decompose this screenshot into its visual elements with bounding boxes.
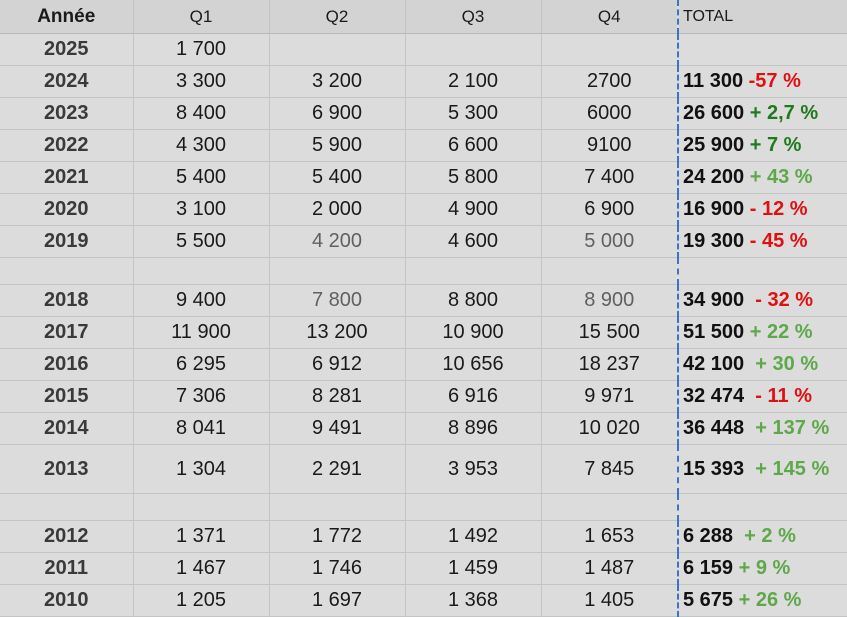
change-percent: + 22 % — [744, 321, 813, 343]
cell-q3[interactable]: 10 900 — [405, 317, 541, 349]
cell-year[interactable]: 2014 — [0, 413, 133, 445]
cell-year[interactable]: 2020 — [0, 194, 133, 226]
table-row — [0, 413, 847, 445]
table-row — [0, 194, 847, 226]
cell-q4[interactable]: 7 845 — [541, 445, 678, 494]
total-value: 32 474 — [683, 385, 745, 407]
cell-q2[interactable]: 1 746 — [269, 553, 405, 585]
change-percent: + 2 % — [733, 525, 796, 547]
total-value: 34 900 — [683, 289, 745, 311]
change-percent: + 137 % — [744, 417, 830, 439]
cell-total[interactable] — [678, 381, 847, 413]
cell-q1[interactable]: 11 900 — [133, 317, 269, 349]
cell-q2[interactable]: 1 772 — [269, 521, 405, 553]
total-value: 5 675 — [683, 589, 734, 611]
cell-year[interactable]: 2019 — [0, 226, 133, 258]
cell-q4[interactable]: 5 000 — [541, 226, 678, 258]
empty-cell[interactable] — [678, 494, 847, 521]
table-row — [0, 445, 847, 494]
change-percent: -57 % — [743, 70, 801, 92]
cell-year[interactable]: 2021 — [0, 162, 133, 194]
cell-q1[interactable]: 4 300 — [133, 130, 269, 162]
cell-year[interactable]: 2010 — [0, 585, 133, 617]
table-row — [0, 98, 847, 130]
header-q4[interactable]: Q4 — [541, 0, 678, 34]
cell-q4[interactable]: 15 500 — [541, 317, 678, 349]
cell-total[interactable] — [678, 521, 847, 553]
empty-cell[interactable] — [405, 494, 541, 521]
table-body — [0, 34, 847, 617]
empty-cell[interactable] — [133, 258, 269, 285]
table-row — [0, 317, 847, 349]
cell-q4[interactable]: 1 405 — [541, 585, 678, 617]
cell-year[interactable]: 2013 — [0, 445, 133, 494]
cell-q3[interactable]: 2 100 — [405, 66, 541, 98]
cell-total[interactable] — [678, 194, 847, 226]
cell-q3[interactable]: 4 600 — [405, 226, 541, 258]
header-q1[interactable]: Q1 — [133, 0, 269, 34]
cell-total[interactable] — [678, 413, 847, 445]
cell-total[interactable] — [678, 445, 847, 494]
cell-q3[interactable]: 1 368 — [405, 585, 541, 617]
cell-total[interactable] — [678, 34, 847, 66]
total-value: 24 200 — [683, 166, 745, 188]
total-value: 6 159 — [683, 557, 734, 579]
empty-cell[interactable] — [0, 494, 133, 521]
cell-q2[interactable]: 4 200 — [269, 226, 405, 258]
table-row — [0, 585, 847, 617]
total-value: 19 300 — [683, 230, 745, 252]
change-percent: + 43 % — [744, 166, 813, 188]
table-row — [0, 381, 847, 413]
empty-cell[interactable] — [269, 494, 405, 521]
change-percent: - 11 % — [744, 385, 812, 407]
change-percent: + 2,7 % — [744, 102, 819, 124]
empty-cell[interactable] — [541, 258, 678, 285]
total-value: 42 100 — [683, 353, 745, 375]
change-percent: - 32 % — [744, 289, 814, 311]
cell-q4[interactable]: 10 020 — [541, 413, 678, 445]
table-row — [0, 130, 847, 162]
cell-q2[interactable]: 2 000 — [269, 194, 405, 226]
total-value: 51 500 — [683, 321, 745, 343]
empty-cell[interactable] — [133, 494, 269, 521]
cell-q1[interactable]: 8 400 — [133, 98, 269, 130]
cell-q1[interactable]: 3 100 — [133, 194, 269, 226]
empty-cell[interactable] — [405, 258, 541, 285]
header-q2[interactable]: Q2 — [269, 0, 405, 34]
cell-total[interactable] — [678, 162, 847, 194]
cell-year[interactable]: 2022 — [0, 130, 133, 162]
cell-q4[interactable]: 9100 — [541, 130, 678, 162]
cell-total[interactable] — [678, 349, 847, 381]
cell-q3[interactable]: 5 800 — [405, 162, 541, 194]
change-percent: + 30 % — [744, 353, 819, 375]
blank-row — [0, 258, 847, 285]
table-row — [0, 521, 847, 553]
cell-q2[interactable]: 2 291 — [269, 445, 405, 494]
cell-q1[interactable]: 3 300 — [133, 66, 269, 98]
total-value: 15 393 — [683, 457, 745, 480]
cell-q3[interactable]: 1 459 — [405, 553, 541, 585]
cell-year[interactable]: 2025 — [0, 34, 133, 66]
cell-q1[interactable]: 7 306 — [133, 381, 269, 413]
cell-q2[interactable]: 7 800 — [269, 285, 405, 317]
cell-q2[interactable]: 6 900 — [269, 98, 405, 130]
table-row — [0, 349, 847, 381]
cell-total[interactable] — [678, 585, 847, 617]
header-q3[interactable]: Q3 — [405, 0, 541, 34]
cell-q1[interactable]: 1 700 — [133, 34, 269, 66]
cell-q2[interactable]: 1 697 — [269, 585, 405, 617]
cell-q4[interactable]: 1 487 — [541, 553, 678, 585]
cell-q4[interactable]: 6000 — [541, 98, 678, 130]
table-row — [0, 162, 847, 194]
table-row — [0, 553, 847, 585]
cell-q1[interactable]: 1 467 — [133, 553, 269, 585]
cell-q1[interactable]: 8 041 — [133, 413, 269, 445]
cell-total[interactable] — [678, 317, 847, 349]
cell-year[interactable]: 2012 — [0, 521, 133, 553]
table-row — [0, 66, 847, 98]
table-row — [0, 226, 847, 258]
cell-q3[interactable]: 6 600 — [405, 130, 541, 162]
cell-q2[interactable]: 5 900 — [269, 130, 405, 162]
cell-q2[interactable]: 6 912 — [269, 349, 405, 381]
cell-q2[interactable] — [269, 34, 405, 66]
cell-q1[interactable]: 1 304 — [133, 445, 269, 494]
cell-q3[interactable]: 6 916 — [405, 381, 541, 413]
cell-q1[interactable]: 6 295 — [133, 349, 269, 381]
cell-q2[interactable]: 3 200 — [269, 66, 405, 98]
change-percent: + 9 % — [733, 557, 791, 579]
cell-total[interactable] — [678, 285, 847, 317]
cell-q1[interactable]: 5 400 — [133, 162, 269, 194]
cell-total[interactable] — [678, 130, 847, 162]
cell-q4[interactable]: 8 900 — [541, 285, 678, 317]
change-percent: - 12 % — [744, 198, 808, 220]
cell-year[interactable]: 2018 — [0, 285, 133, 317]
cell-q3[interactable]: 8 896 — [405, 413, 541, 445]
cell-q1[interactable]: 5 500 — [133, 226, 269, 258]
total-value: 11 300 — [683, 70, 744, 92]
cell-year[interactable]: 2015 — [0, 381, 133, 413]
total-value: 25 900 — [683, 134, 745, 156]
total-value: 26 600 — [683, 102, 745, 124]
change-percent: - 45 % — [744, 230, 808, 252]
header-year[interactable]: Année — [0, 0, 133, 34]
cell-q3[interactable]: 10 656 — [405, 349, 541, 381]
cell-year[interactable]: 2011 — [0, 553, 133, 585]
cell-q3[interactable]: 4 900 — [405, 194, 541, 226]
cell-total[interactable] — [678, 66, 847, 98]
empty-cell[interactable] — [269, 258, 405, 285]
cell-q2[interactable]: 13 200 — [269, 317, 405, 349]
header-row — [0, 0, 847, 34]
header-total[interactable]: TOTAL — [678, 0, 847, 34]
cell-q1[interactable]: 1 205 — [133, 585, 269, 617]
cell-q1[interactable]: 1 371 — [133, 521, 269, 553]
cell-total[interactable] — [678, 553, 847, 585]
cell-total[interactable] — [678, 98, 847, 130]
cell-q4[interactable]: 18 237 — [541, 349, 678, 381]
blank-row — [0, 494, 847, 521]
cell-q2[interactable]: 9 491 — [269, 413, 405, 445]
cell-q1[interactable]: 9 400 — [133, 285, 269, 317]
cell-q4[interactable]: 1 653 — [541, 521, 678, 553]
cell-q3[interactable]: 1 492 — [405, 521, 541, 553]
cell-q4[interactable]: 2700 — [541, 66, 678, 98]
cell-q4[interactable]: 7 400 — [541, 162, 678, 194]
empty-cell[interactable] — [678, 258, 847, 285]
cell-year[interactable]: 2016 — [0, 349, 133, 381]
total-value: 16 900 — [683, 198, 745, 220]
total-value: 36 448 — [683, 417, 745, 439]
cell-year[interactable]: 2023 — [0, 98, 133, 130]
cell-q4[interactable] — [541, 34, 678, 66]
cell-q4[interactable]: 9 971 — [541, 381, 678, 413]
change-percent: + 145 % — [744, 457, 830, 480]
cell-q4[interactable]: 6 900 — [541, 194, 678, 226]
cell-q3[interactable] — [405, 34, 541, 66]
cell-q3[interactable]: 5 300 — [405, 98, 541, 130]
cell-q3[interactable]: 3 953 — [405, 445, 541, 494]
cell-total[interactable] — [678, 226, 847, 258]
empty-cell[interactable] — [541, 494, 678, 521]
empty-cell[interactable] — [0, 258, 133, 285]
cell-year[interactable]: 2024 — [0, 66, 133, 98]
change-percent: + 7 % — [744, 134, 802, 156]
cell-q2[interactable]: 8 281 — [269, 381, 405, 413]
change-percent: + 26 % — [733, 589, 802, 611]
cell-q3[interactable]: 8 800 — [405, 285, 541, 317]
cell-q2[interactable]: 5 400 — [269, 162, 405, 194]
total-value: 6 288 — [683, 525, 734, 547]
table-row — [0, 285, 847, 317]
cell-year[interactable]: 2017 — [0, 317, 133, 349]
table-row — [0, 34, 847, 66]
